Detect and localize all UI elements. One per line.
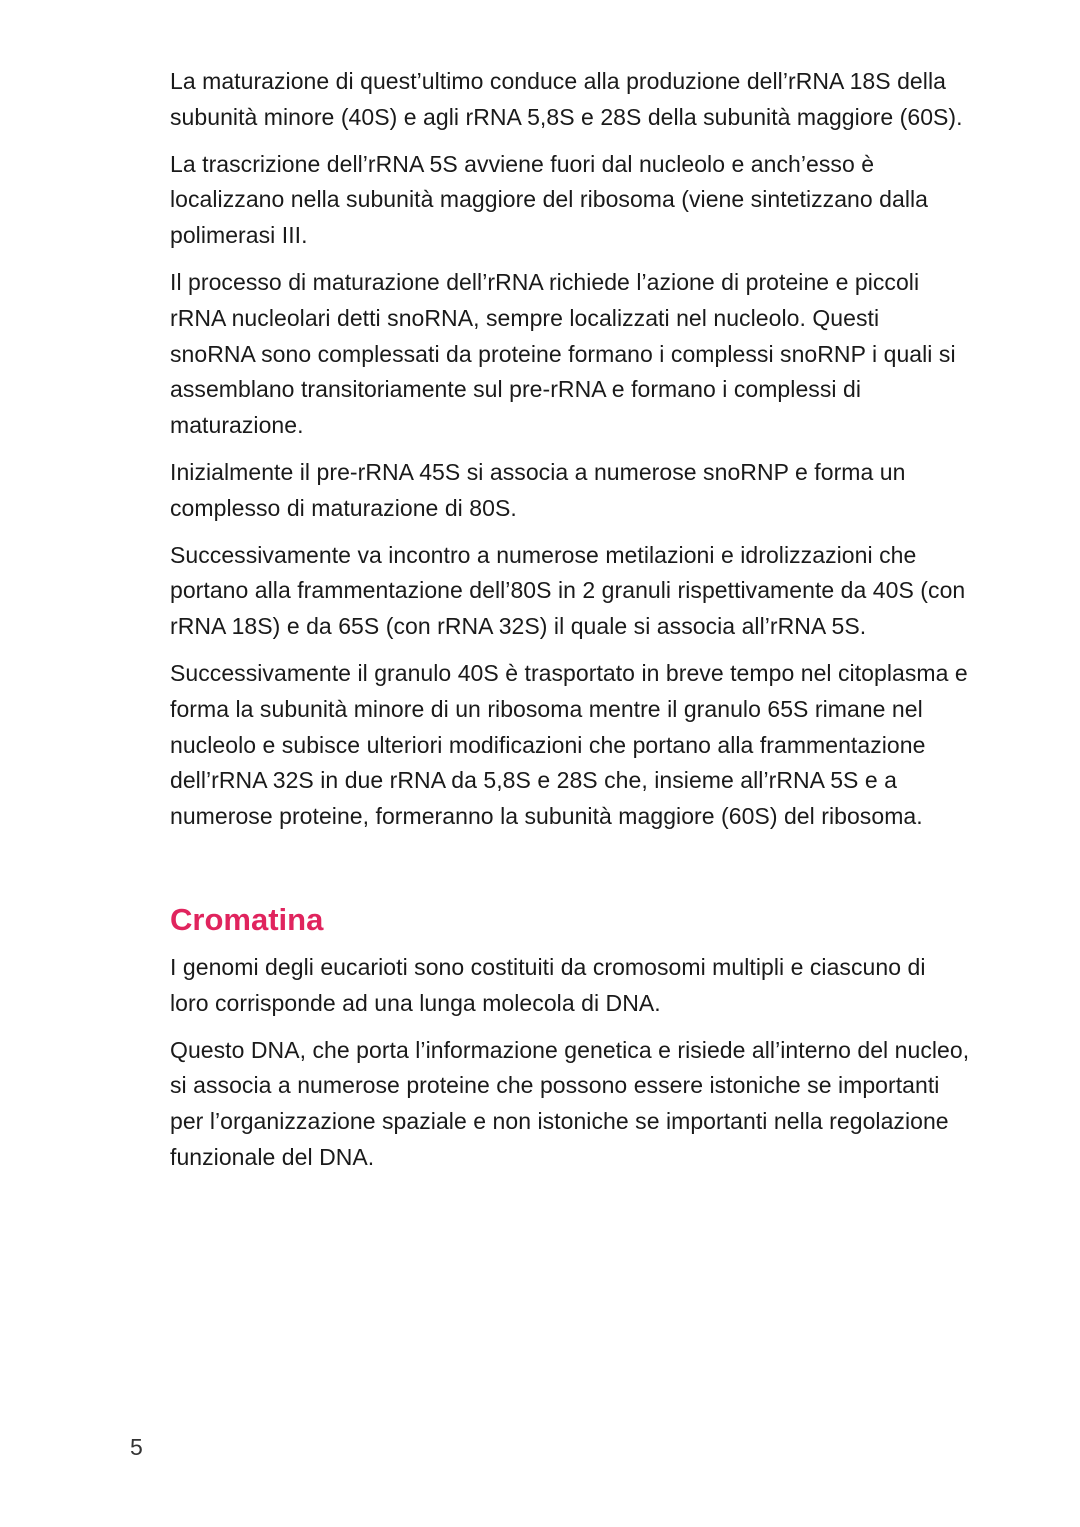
paragraph-dna-proteins: Questo DNA, che porta l’informazione genetica e risiede all’interno del nucleo, si associa a numerose proteine che possono essere istoniche se importanti per l’organizzazione spaziale e non istoniche se importanti nella regolazione funzionale del DNA. bbox=[170, 1036, 970, 1170]
paragraph-pre-rrna-45s: Inizialmente il pre-rRNA 45S si associa a numerose snoRNP e forma un complesso di maturazione di 80S. bbox=[170, 458, 906, 521]
paragraph-snorna: Il processo di maturazione dell’rRNA richiede l’azione di proteine e piccoli rRNA nucleolari detti snoRNA, sempre localizzati nel nucleolo. Questi snoRNA sono complessati da proteine formano i complessi snoRNP i quali si assemblano transitoriamente sul pre-rRNA e formano i complessi di maturazione. bbox=[170, 268, 956, 439]
paragraph-granules: Successivamente il granulo 40S è trasportato in breve tempo nel citoplasma e forma la subunità minore di un ribosoma mentre il granulo 65S rimane nel nucleolo e subisce ulteriori modificazioni che portano alla frammentazione dell’rRNA 32S in due rRNA da 5,8S e 28S che, insieme all’rRNA 5S e a numerose proteine, formeranno la subunità maggiore (60S) del ribosoma. bbox=[170, 659, 968, 830]
paragraph-genomes: I genomi degli eucarioti sono costituiti da cromosomi multipli e ciascuno di loro corrisponde ad una lunga molecola di DNA. bbox=[170, 953, 926, 1016]
paragraph-rrna-maturation: La maturazione di quest’ultimo conduce alla produzione dell’rRNA 18S della subunità minore (40S) e agli rRNA 5,8S e 28S della subunità maggiore (60S). bbox=[170, 68, 963, 130]
page-content bbox=[170, 64, 970, 1187]
paragraph-fragmentation: Successivamente va incontro a numerose metilazioni e idrolizzazioni che portano alla frammentazione dell’80S in 2 granuli rispettivamente da 40S (con rRNA 18S) e da 65S (con rRNA 32S) il quale si associa all’rRNA 5S. bbox=[170, 541, 966, 640]
section-heading-cromatina: Cromatina bbox=[170, 901, 324, 937]
paragraph-rrna-5s-transcription: La trascrizione dell’rRNA 5S avviene fuori dal nucleolo e anch’esso è localizzano nella subunità maggiore del ribosoma (viene sintetizzano dalla polimerasi III. bbox=[170, 150, 929, 249]
page-number: 5 bbox=[130, 1434, 143, 1460]
